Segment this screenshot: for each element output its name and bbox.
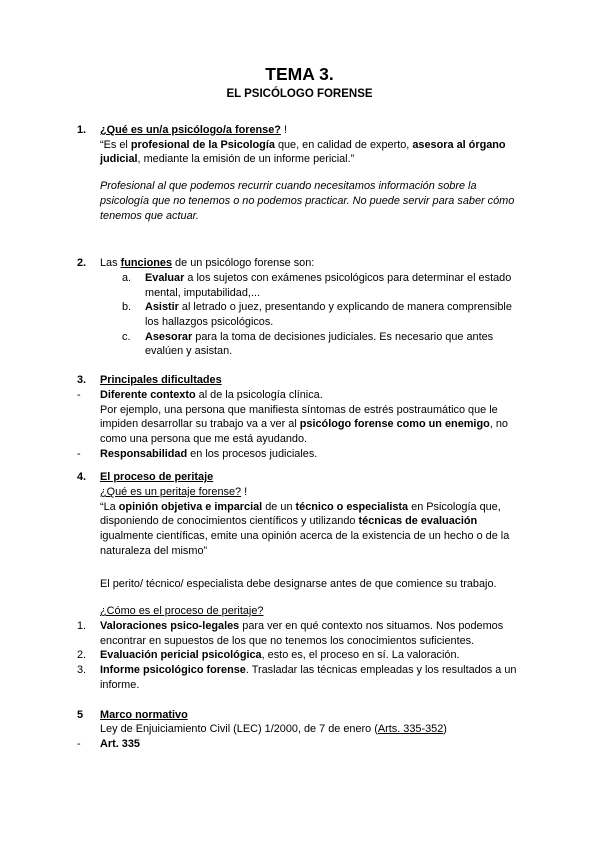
bullet-dash: - [77, 447, 81, 460]
section-1-heading-text: ¿Qué es un/a psicólogo/a forense? [100, 124, 281, 136]
subquestion-1 [100, 485, 522, 500]
lead-keyword: funciones [120, 257, 173, 270]
bullet-rest: en los procesos judiciales. [187, 447, 318, 460]
quote-bold: profesional de la Psicología [130, 138, 275, 151]
section-5-heading [100, 708, 522, 723]
quote-text: , mediante la emisión de un informe pericial.” [137, 153, 355, 166]
example-paragraph [100, 403, 522, 447]
list-item-a [122, 271, 522, 300]
step-2 [77, 648, 522, 663]
subquestion-mark: ! [241, 486, 248, 499]
quote-bold: asesora al órgano judicial [100, 138, 506, 166]
section-4-heading [100, 470, 522, 485]
art-335-label: Art. 335 [100, 737, 140, 750]
section-2-lead [100, 256, 522, 271]
bullet-keyword: Responsabilidad [100, 447, 188, 460]
step-3 [77, 663, 522, 692]
list-item-keyword: Asesorar [145, 330, 193, 343]
step-rest: para ver en qué contexto nos situamos. Nos podemos encontrar en supuestos de los que no tenemos los conocimientos suficientes. [100, 619, 504, 647]
list-item-rest: para la toma de decisiones judiciales. Es necesario que antes evalúen y asistan. [145, 330, 494, 358]
step-text [100, 619, 522, 648]
step-number: 3. [77, 664, 87, 677]
list-item-rest: a los sujetos con exámenes psicológicos para determinar el estado mental, imputabilidad,... [145, 271, 512, 299]
section-3-heading-row [77, 373, 522, 388]
section-5-heading-row [77, 708, 522, 737]
list-item-letter: b. [122, 301, 132, 314]
doc-title: TEMA 3. [265, 64, 334, 84]
quote-text: “Es el [100, 138, 131, 151]
bullet-line [100, 388, 522, 403]
quote-bold: opinión objetiva e imparcial [118, 500, 263, 513]
bullet-diferente-contexto [77, 388, 522, 447]
list-item-letter: c. [122, 330, 131, 343]
step-rest: , esto es, el proceso en sí. La valoración. [261, 649, 460, 662]
section-5-number: 5 [77, 708, 84, 721]
section-4 [77, 470, 522, 692]
section-2 [77, 256, 522, 359]
quote-bold: técnicas de evaluación [358, 515, 478, 528]
step-number: 1. [77, 619, 87, 632]
ley-text: Ley de Enjuiciamiento Civil (LEC) 1/2000, de 7 de enero ( [100, 723, 378, 736]
list-item-c [122, 330, 522, 359]
step-keyword: Valoraciones psico-legales [100, 619, 240, 632]
subquestion-text: ¿Qué es un peritaje forense? [100, 486, 242, 499]
ley-line [100, 722, 522, 737]
section-3-number: 3. [77, 374, 87, 387]
ley-text: ) [443, 723, 447, 736]
quote-text: “La [100, 500, 119, 513]
list-item-keyword: Asistir [145, 301, 179, 314]
section-4-heading-text: El proceso de peritaje [100, 471, 214, 484]
lead-text: de un psicólogo forense son: [172, 257, 315, 270]
quote-text: igualmente científicas, emite una opinión acerca de la existencia de un hecho o de la naturaleza del mismo” [100, 530, 510, 557]
list-item-letter: a. [122, 271, 132, 284]
quote-text: de un [262, 500, 296, 513]
section-1 [77, 123, 522, 223]
step-1 [77, 619, 522, 648]
section-1-note: Profesional al que podemos recurrir cuando necesitamos información sobre la psicología que no tenemos o no podemos practicar. No puede servir para saber cómo tenemos que actuar. [100, 180, 515, 222]
bullet-rest: al de la psicología clínica. [195, 388, 323, 401]
list-item-text [145, 330, 522, 359]
quote-text: que, en calidad de experto, [274, 138, 413, 151]
list-item-text [145, 300, 522, 329]
bullet-line [100, 447, 522, 462]
list-item-rest: al letrado o juez, presentando y explicando de manera comprensible los hallazgos psicológicos. [145, 301, 512, 329]
section-4-heading-row [77, 470, 522, 619]
example-text: , no como una persona que me está ayudando. [100, 418, 508, 445]
example-text: Por ejemplo, una persona que manifiesta síntomas de estrés postraumático que le impiden desarrollar su trabajo va a ver al [100, 403, 498, 431]
section-5-heading-text: Marco normativo [100, 708, 188, 721]
section-2-number: 2. [77, 257, 87, 270]
list-item-b [122, 300, 522, 329]
section-5 [77, 708, 522, 752]
example-bold: psicólogo forense como un enemigo [299, 418, 490, 431]
section-1-number: 1. [77, 124, 87, 136]
subquestion-2 [100, 604, 522, 619]
list-item-keyword: Evaluar [145, 271, 185, 284]
doc-subtitle: EL PSICÓLOGO FORENSE [226, 88, 373, 100]
section-3 [77, 373, 522, 461]
step-number: 2. [77, 649, 87, 662]
arts-reference: Arts. 335-352 [377, 723, 444, 736]
quote-bold: técnico o especialista [295, 500, 409, 513]
section-1-quote [100, 138, 522, 167]
bullet-art-335 [77, 737, 522, 752]
section-1-heading [100, 123, 522, 138]
bullet-responsabilidad [77, 447, 522, 462]
bullet-keyword: Diferente contexto [100, 388, 196, 401]
step-rest: . Trasladar las técnicas empleadas y los resultados a un informe. [100, 664, 517, 691]
list-item-text [145, 271, 522, 300]
section-3-heading: Principales dificultades [100, 374, 222, 387]
bullet-dash: - [77, 388, 81, 401]
step-text [100, 648, 522, 663]
perito-paragraph: El perito/ técnico/ especialista debe designarse antes de que comience su trabajo. [100, 577, 497, 590]
subquestion-text: ¿Cómo es el proceso de peritaje? [100, 605, 264, 618]
section-4-quote [100, 500, 522, 559]
quote-text: en Psicología que, disponiendo de conocimientos científicos y utilizando [100, 500, 501, 528]
section-4-number: 4. [77, 471, 87, 484]
step-keyword: Informe psicológico forense [100, 664, 246, 677]
section-1-heading-mark: ! [280, 124, 288, 136]
step-text [100, 663, 522, 692]
bullet-dash: - [77, 737, 81, 750]
step-keyword: Evaluación pericial psicológica [100, 649, 262, 662]
lead-text: Las [100, 257, 121, 270]
